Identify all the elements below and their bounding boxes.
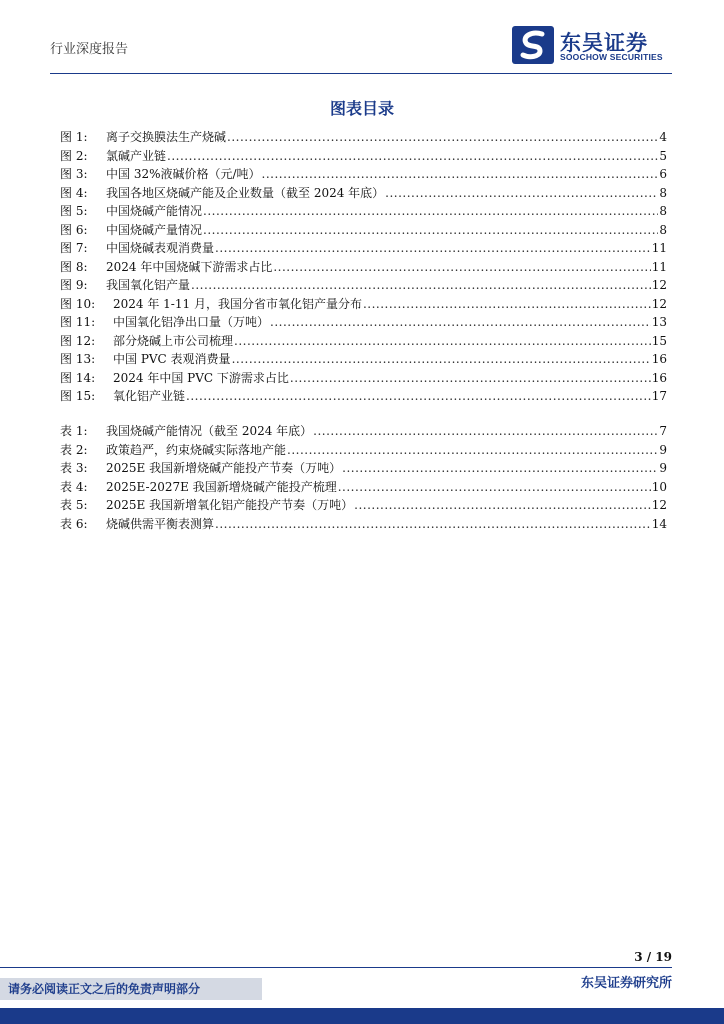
- firm-name-cn: 东吴证券: [560, 31, 648, 55]
- toc-leader-dots: [262, 165, 659, 184]
- toc-entry-label: 表 5:: [60, 498, 88, 512]
- toc-entry-label: 图 4:: [60, 185, 88, 200]
- toc-entry[interactable]: [60, 478, 667, 497]
- toc-entry-title: 离子交换膜法生产烧碱: [106, 130, 227, 144]
- toc-leader-dots: [232, 350, 651, 369]
- toc-entry-label: 图 5:: [60, 204, 88, 218]
- toc-entry[interactable]: [60, 276, 667, 295]
- toc-entry-page: 4: [659, 130, 667, 144]
- toc-leader-dots: [273, 258, 650, 277]
- toc-title: 图表目录: [329, 99, 394, 118]
- toc-entry-title: 我国氧化铝产量: [106, 278, 191, 292]
- toc-leader-dots: [215, 515, 651, 534]
- toc-entry-page: 5: [659, 148, 667, 163]
- toc-leader-dots: [342, 459, 658, 478]
- toc-entry-title: 中国烧碱表观消费量: [106, 241, 215, 255]
- toc-leader-dots: [191, 276, 651, 295]
- toc-entry-title: 中国 32%液碱价格（元/吨）: [106, 167, 261, 181]
- toc-leader-dots: [287, 441, 658, 460]
- toc-entry-page: 7: [659, 424, 667, 438]
- toc-leader-dots: [363, 295, 651, 314]
- toc-entry-page: 12: [651, 278, 667, 292]
- toc-entry[interactable]: [60, 422, 667, 441]
- toc-entry[interactable]: [60, 369, 667, 388]
- toc-entry-label: 图 8:: [60, 259, 88, 274]
- toc-entry[interactable]: [60, 221, 667, 240]
- toc-entry-title: 2024 年中国 PVC 下游需求占比: [113, 370, 289, 385]
- toc-leader-dots: [215, 239, 651, 258]
- toc-entry-title: 中国氧化铝净出口量（万吨）: [113, 315, 270, 329]
- toc-entry[interactable]: [60, 128, 667, 147]
- toc-entry-title: 氯碱产业链: [106, 148, 167, 163]
- toc-entry-page: 9: [659, 461, 667, 475]
- disclaimer-banner: 请务必阅读正文之后的免责声明部分: [0, 978, 262, 1000]
- toc-entry-title: 政策趋严，约束烧碱实际落地产能: [106, 442, 287, 457]
- toc-entry[interactable]: [60, 313, 667, 332]
- toc-leader-dots: [186, 387, 651, 406]
- toc-leader-dots: [203, 221, 658, 240]
- toc-entry-page: 12: [651, 498, 667, 512]
- toc-entry-label: 表 4:: [60, 479, 88, 494]
- toc-leader-dots: [234, 332, 651, 351]
- toc-entry[interactable]: [60, 350, 667, 369]
- toc-entry-label: 图 2:: [60, 148, 88, 163]
- toc-leader-dots: [354, 496, 651, 515]
- toc-entry-title: 2025E 我国新增烧碱产能投产节奏（万吨）: [106, 461, 342, 475]
- toc-entry[interactable]: [60, 258, 667, 277]
- toc-entry-page: 15: [651, 333, 667, 348]
- toc-entry-title: 2024 年 1-11 月，我国分省市氧化铝产量分布: [113, 296, 362, 311]
- toc-entry[interactable]: [60, 459, 667, 478]
- toc-entry-title: 2024 年中国烧碱下游需求占比: [106, 259, 273, 274]
- toc-entry[interactable]: [60, 165, 667, 184]
- toc-entry-label: 图 13:: [60, 352, 96, 366]
- toc-entry-page: 14: [651, 516, 667, 531]
- toc-entry-title: 中国 PVC 表观消费量: [113, 352, 231, 366]
- toc-entry-label: 表 3:: [60, 461, 88, 475]
- toc-entry-label: 图 7:: [60, 241, 88, 255]
- toc-entry[interactable]: [60, 147, 667, 166]
- toc-entry[interactable]: [60, 184, 667, 203]
- toc-entry-title: 烧碱供需平衡表测算: [106, 516, 215, 531]
- toc-entry-label: 图 14:: [60, 370, 96, 385]
- toc-leader-dots: [167, 147, 658, 166]
- toc-entry-label: 图 10:: [60, 296, 96, 311]
- toc-entry[interactable]: [60, 515, 667, 534]
- footer-divider: [0, 967, 672, 968]
- toc-entry-label: 图 6:: [60, 222, 88, 237]
- footer-bar: [0, 1008, 724, 1024]
- toc-entry[interactable]: [60, 441, 667, 460]
- toc-entry-page: 8: [659, 204, 667, 218]
- toc-entry-label: 图 15:: [60, 389, 96, 403]
- toc-entry[interactable]: [60, 332, 667, 351]
- toc-entry[interactable]: [60, 295, 667, 314]
- toc-entry-page: 8: [659, 222, 667, 237]
- soochow-s-logo-icon: [512, 26, 554, 64]
- firm-logo: [512, 26, 672, 66]
- toc-entry-page: 12: [651, 296, 667, 311]
- toc-entry-page: 11: [651, 241, 667, 255]
- header-divider: [50, 73, 672, 74]
- toc-leader-dots: [290, 369, 651, 388]
- toc-entry-title: 2025E-2027E 我国新增烧碱产能投产梳理: [106, 479, 337, 494]
- toc-entry-title: 2025E 我国新增氧化铝产能投产节奏（万吨）: [106, 498, 354, 512]
- toc-leader-dots: [203, 202, 658, 221]
- figure-list: [60, 128, 667, 406]
- toc-entry-label: 图 11:: [60, 315, 96, 329]
- toc-entry-page: 11: [651, 259, 667, 274]
- toc-entry-title: 氧化铝产业链: [113, 389, 186, 403]
- toc-entry-label: 图 3:: [60, 167, 88, 181]
- toc-entry-label: 图 9:: [60, 278, 88, 292]
- footer-institute: 东吴证券研究所: [580, 976, 672, 991]
- toc-entry-title: 部分烧碱上市公司梳理: [113, 333, 234, 348]
- toc-entry-page: 6: [659, 167, 667, 181]
- firm-name-en: SOOCHOW SECURITIES: [560, 52, 663, 62]
- toc-entry[interactable]: [60, 387, 667, 406]
- toc-entry-label: 表 6:: [60, 516, 88, 531]
- toc-entry-page: 10: [651, 479, 667, 494]
- toc-leader-dots: [270, 313, 651, 332]
- toc-entry-title: 我国各地区烧碱产能及企业数量（截至 2024 年底）: [106, 185, 385, 200]
- toc-entry-page: 9: [659, 442, 667, 457]
- toc-entry[interactable]: [60, 202, 667, 221]
- toc-entry-title: 中国烧碱产量情况: [106, 222, 203, 237]
- toc-entry[interactable]: [60, 496, 667, 515]
- toc-leader-dots: [227, 128, 658, 147]
- toc-leader-dots: [385, 184, 658, 203]
- toc-entry[interactable]: [60, 239, 667, 258]
- toc-leader-dots: [338, 478, 651, 497]
- toc-leader-dots: [313, 422, 658, 441]
- toc-entry-label: 图 12:: [60, 333, 96, 348]
- toc-entry-page: 13: [651, 315, 667, 329]
- toc-entry-label: 表 2:: [60, 442, 88, 457]
- toc-entry-title: 中国烧碱产能情况: [106, 204, 203, 218]
- toc-entry-label: 图 1:: [60, 130, 88, 144]
- page-number: 3 / 19: [634, 950, 672, 964]
- toc-entry-title: 我国烧碱产能情况（截至 2024 年底）: [106, 424, 313, 438]
- toc-entry-page: 16: [651, 370, 667, 385]
- toc-entry-page: 8: [659, 185, 667, 200]
- table-list: [60, 422, 667, 533]
- report-type-label: 行业深度报告: [50, 42, 129, 57]
- toc-entry-label: 表 1:: [60, 424, 88, 438]
- toc-entry-page: 17: [651, 389, 667, 403]
- toc-entry-page: 16: [651, 352, 667, 366]
